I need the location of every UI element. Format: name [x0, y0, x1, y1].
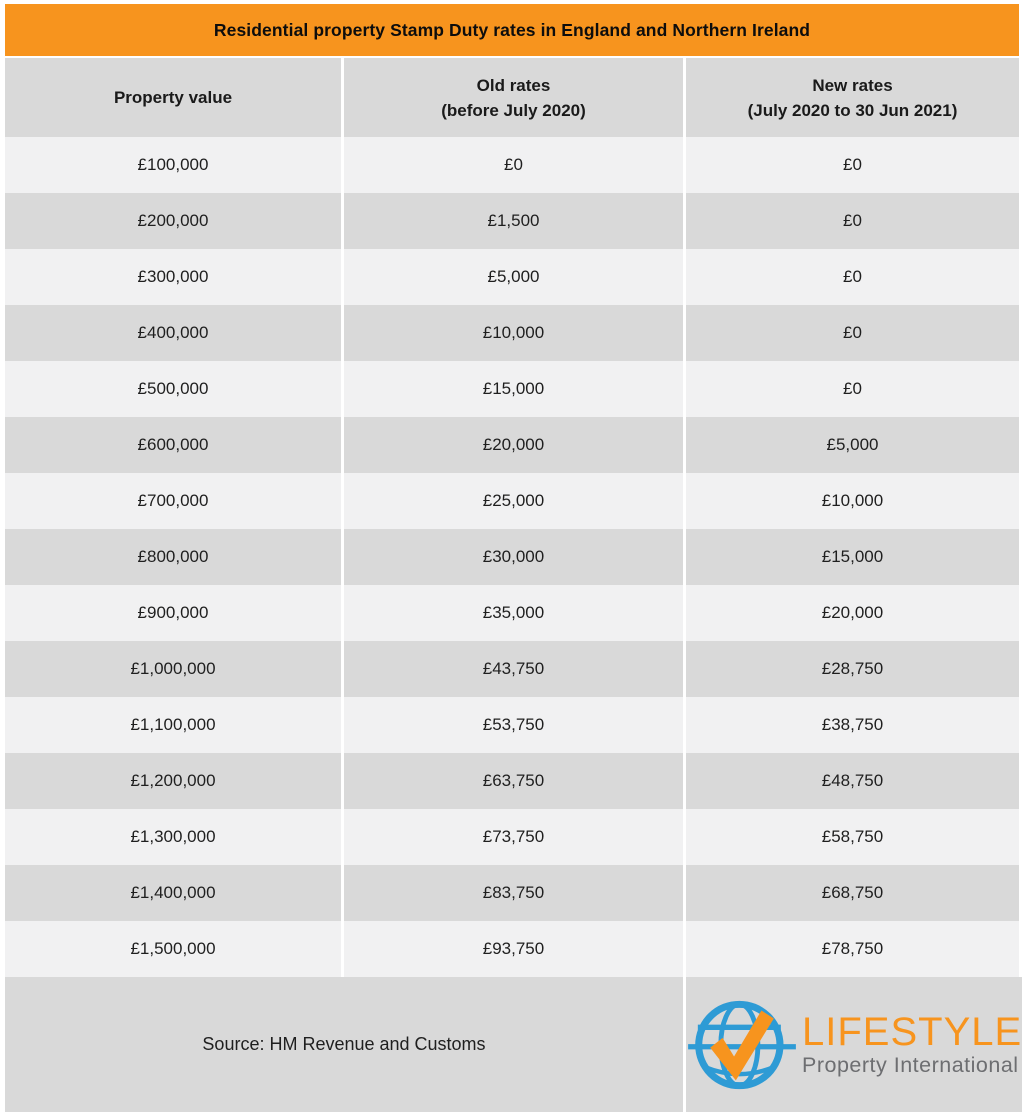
table-cell: £600,000: [5, 417, 341, 473]
table-cell: £25,000: [344, 473, 683, 529]
footer-row: [5, 977, 1023, 1112]
table-cell: £1,300,000: [5, 809, 341, 865]
source-text: Source: HM Revenue and Customs: [202, 1034, 486, 1054]
table-cell: £0: [686, 193, 1019, 249]
logo-text: [802, 1009, 1023, 1078]
table-cell: £500,000: [5, 361, 341, 417]
table-cell: £200,000: [5, 193, 341, 249]
table-cell: £63,750: [344, 753, 683, 809]
table-cell: £20,000: [686, 585, 1019, 641]
col-header-label: Old rates: [476, 75, 551, 95]
table-cell: £38,750: [686, 697, 1019, 753]
table-cell: £48,750: [686, 753, 1019, 809]
table-row: [5, 697, 1019, 753]
logo-tagline: Property International: [802, 1052, 1019, 1077]
table-body: [5, 137, 1019, 977]
table-row: [5, 921, 1019, 977]
table-row: [5, 585, 1019, 641]
table-cell: £400,000: [5, 305, 341, 361]
table-row: [5, 753, 1019, 809]
table-cell: £0: [686, 361, 1019, 417]
table-cell: £83,750: [344, 865, 683, 921]
table-row: [5, 361, 1019, 417]
table-cell: £73,750: [344, 809, 683, 865]
table-cell: £1,100,000: [5, 697, 341, 753]
table-cell: £28,750: [686, 641, 1019, 697]
table-cell: £0: [686, 137, 1019, 193]
table-cell: £5,000: [686, 417, 1019, 473]
table-cell: £900,000: [5, 585, 341, 641]
table-row: [5, 249, 1019, 305]
table-cell: £1,500,000: [5, 921, 341, 977]
col-header-label: New rates: [812, 75, 893, 95]
table-cell: £800,000: [5, 529, 341, 585]
col-header-label: Property value: [113, 88, 233, 107]
table-cell: £53,750: [344, 697, 683, 753]
table-cell: £0: [686, 305, 1019, 361]
logo-brand: LIFESTYLE: [802, 1009, 1023, 1054]
table-row: [5, 865, 1019, 921]
table-row: [5, 417, 1019, 473]
table-header-row: [5, 58, 1019, 137]
table-row: [5, 641, 1019, 697]
page-title: Residential property Stamp Duty rates in England and Northern Ireland: [213, 19, 811, 40]
table-row: [5, 193, 1019, 249]
table-cell: £78,750: [686, 921, 1019, 977]
col-header-sublabel: (July 2020 to 30 Jun 2021): [747, 100, 958, 120]
table-cell: £0: [686, 249, 1019, 305]
globe-check-icon: [686, 992, 798, 1098]
table-cell: £30,000: [344, 529, 683, 585]
table-cell: £10,000: [686, 473, 1019, 529]
logo-cell: [686, 977, 1022, 1112]
table-row: [5, 529, 1019, 585]
col-header-sublabel: (before July 2020): [441, 100, 586, 120]
table-cell: £5,000: [344, 249, 683, 305]
table-cell: £15,000: [686, 529, 1019, 585]
table-cell: £35,000: [344, 585, 683, 641]
table-cell: £10,000: [344, 305, 683, 361]
table-cell: £1,200,000: [5, 753, 341, 809]
table-cell: £20,000: [344, 417, 683, 473]
table-row: [5, 137, 1019, 193]
source-cell: [5, 977, 683, 1112]
table-row: [5, 305, 1019, 361]
table-row: [5, 809, 1019, 865]
col-header-new-rates: [686, 58, 1019, 137]
table-cell: £58,750: [686, 809, 1019, 865]
table-cell: £1,000,000: [5, 641, 341, 697]
table-cell: £43,750: [344, 641, 683, 697]
table-cell: £68,750: [686, 865, 1019, 921]
table-cell: £15,000: [344, 361, 683, 417]
table-cell: £1,400,000: [5, 865, 341, 921]
table-cell: £700,000: [5, 473, 341, 529]
table-cell: £100,000: [5, 137, 341, 193]
table-row: [5, 473, 1019, 529]
table-cell: £1,500: [344, 193, 683, 249]
table-cell: £300,000: [5, 249, 341, 305]
col-header-old-rates: [344, 58, 683, 137]
table-cell: £0: [344, 137, 683, 193]
company-logo: [686, 992, 1022, 1098]
title-banner: [5, 4, 1019, 56]
table-cell: £93,750: [344, 921, 683, 977]
col-header-property-value: [5, 58, 341, 137]
